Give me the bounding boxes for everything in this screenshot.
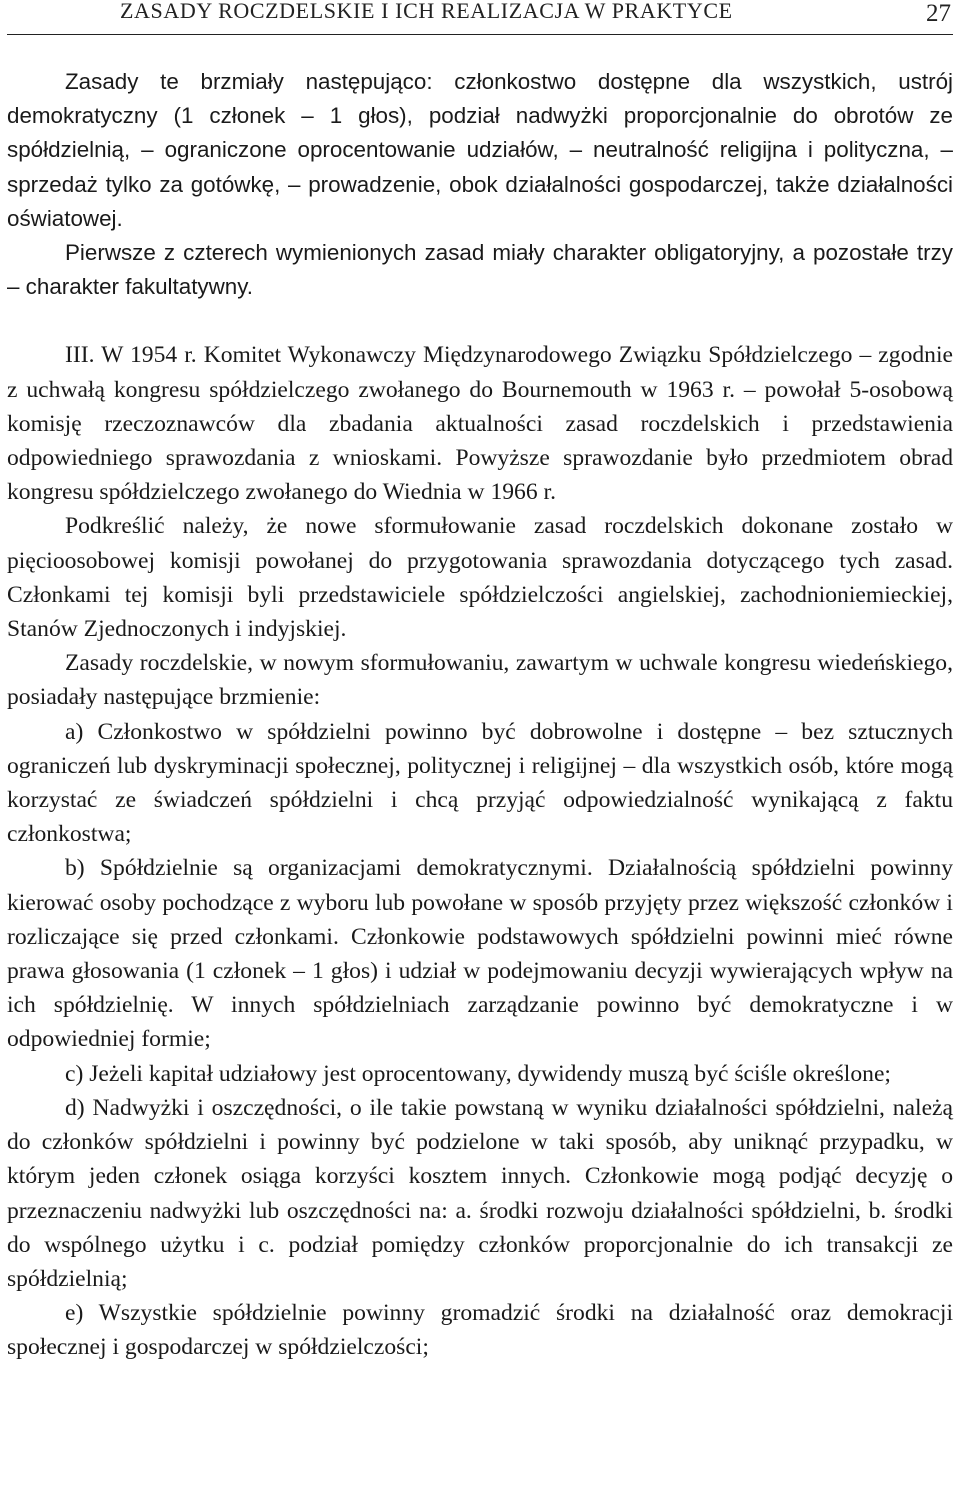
paragraph-principles-list: Zasady te brzmiały następująco: członkostwo dostępne dla wszystkich, ustrój demokratyczny (1 członek – 1 głos), podział nadwyżki proporcjonalnie do obrotów ze spółdzielnią, – ograniczone oprocentowanie udziałów, – neutralność religijna i polityczna, – sprzedaż tylko za gotówkę, – prowadzenie, obok działalności gospodarczej, także działalności oświatowej. bbox=[7, 69, 953, 231]
running-head: ZASADY ROCZDELSKIE I ICH REALIZACJA W PRAKTYCE bbox=[120, 0, 733, 23]
page-header bbox=[7, 0, 953, 35]
paragraph-commission: Podkreślić należy, że nowe sformułowanie zasad roczdelskich dokonane zostało w pięcioosobowej komisji powołanej do przygotowania sprawozdania dotyczącego tych zasad. Członkami tej komisji byli przedstawiciele spółdzielczości angielskiej, zachodnioniemieckiej, Stanów Zjednoczonych i indyjskiej. bbox=[7, 513, 953, 643]
paragraph-section-iii: III. W 1954 r. Komitet Wykonawczy Międzynarodowego Związku Spółdzielczego – zgodnie z uchwałą kongresu spółdzielczego zwołanego do Bournemouth w 1963 r. – powołał 5-osobową komisję rzeczoznawców dla zbadania aktualności zasad roczdelskich i przedstawienia odpowiedniego sprawozdania z wnioskami. Powyższe sprawozdanie było przedmiotem obrad kongresu spółdzielczego zwołanego do Wiednia w 1966 r. bbox=[7, 342, 953, 506]
principle-a: a) Członkostwo w spółdzielni powinno być dobrowolne i dostępne – bez sztucznych ograniczeń lub dyskryminacji społecznej, politycznej i religijnej – dla wszystkich osób, które mogą korzystać ze świadczeń spółdzielni i chcą przyjąć odpowiedzialność wynikającą z faktu członkostwa; bbox=[7, 718, 953, 848]
page-number: 27 bbox=[926, 0, 951, 27]
body-text bbox=[7, 65, 953, 1365]
principle-c: c) Jeżeli kapitał udziałowy jest oprocentowany, dywidendy muszą być ściśle określone; bbox=[65, 1060, 891, 1087]
principle-e: e) Wszystkie spółdzielnie powinny gromadzić środki na działalność oraz demokracji społecznej i gospodarczej w spółdzielczości; bbox=[7, 1300, 953, 1361]
paragraph-obligatory: Pierwsze z czterech wymienionych zasad miały charakter obligatoryjny, a pozostałe trzy – charakter fakultatywny. bbox=[7, 240, 953, 300]
principle-d: d) Nadwyżki i oszczędności, o ile takie powstaną w wyniku działalności spółdzielni, należą do członków spółdzielni i powinny być podzielone w taki sposób, aby uniknąć przypadku, w którym jeden członek osiąga korzyści kosztem innych. Członkowie mogą podjąć decyzję o przeznaczeniu nadwyżki lub oszczędności na: a. środki rozwoju działalności spółdzielni, b. środki do wspólnego użytku i c. podział pomiędzy członków proporcjonalnie do ich transakcji ze spółdzielnią; bbox=[7, 1094, 953, 1292]
principle-b: b) Spółdzielnie są organizacjami demokratycznymi. Działalnością spółdzielni powinny kierować osoby pochodzące z wyboru lub powołane w sposób przyjęty przez większość członków i rozliczające się przed członkami. Członkowie podstawowych spółdzielni powinni mieć równe prawa głosowania (1 członek – 1 głos) i udział w podejmowaniu decyzji wywierających wpływ na ich spółdzielnię. W innych spółdzielniach zarządzanie powinno być demokratyczne i w odpowiedniej formie; bbox=[7, 855, 953, 1053]
paragraph-vienna-principles: Zasady roczdelskie, w nowym sformułowaniu, zawartym w uchwale kongresu wiedeńskiego, posiadały następujące brzmienie: bbox=[7, 650, 953, 711]
